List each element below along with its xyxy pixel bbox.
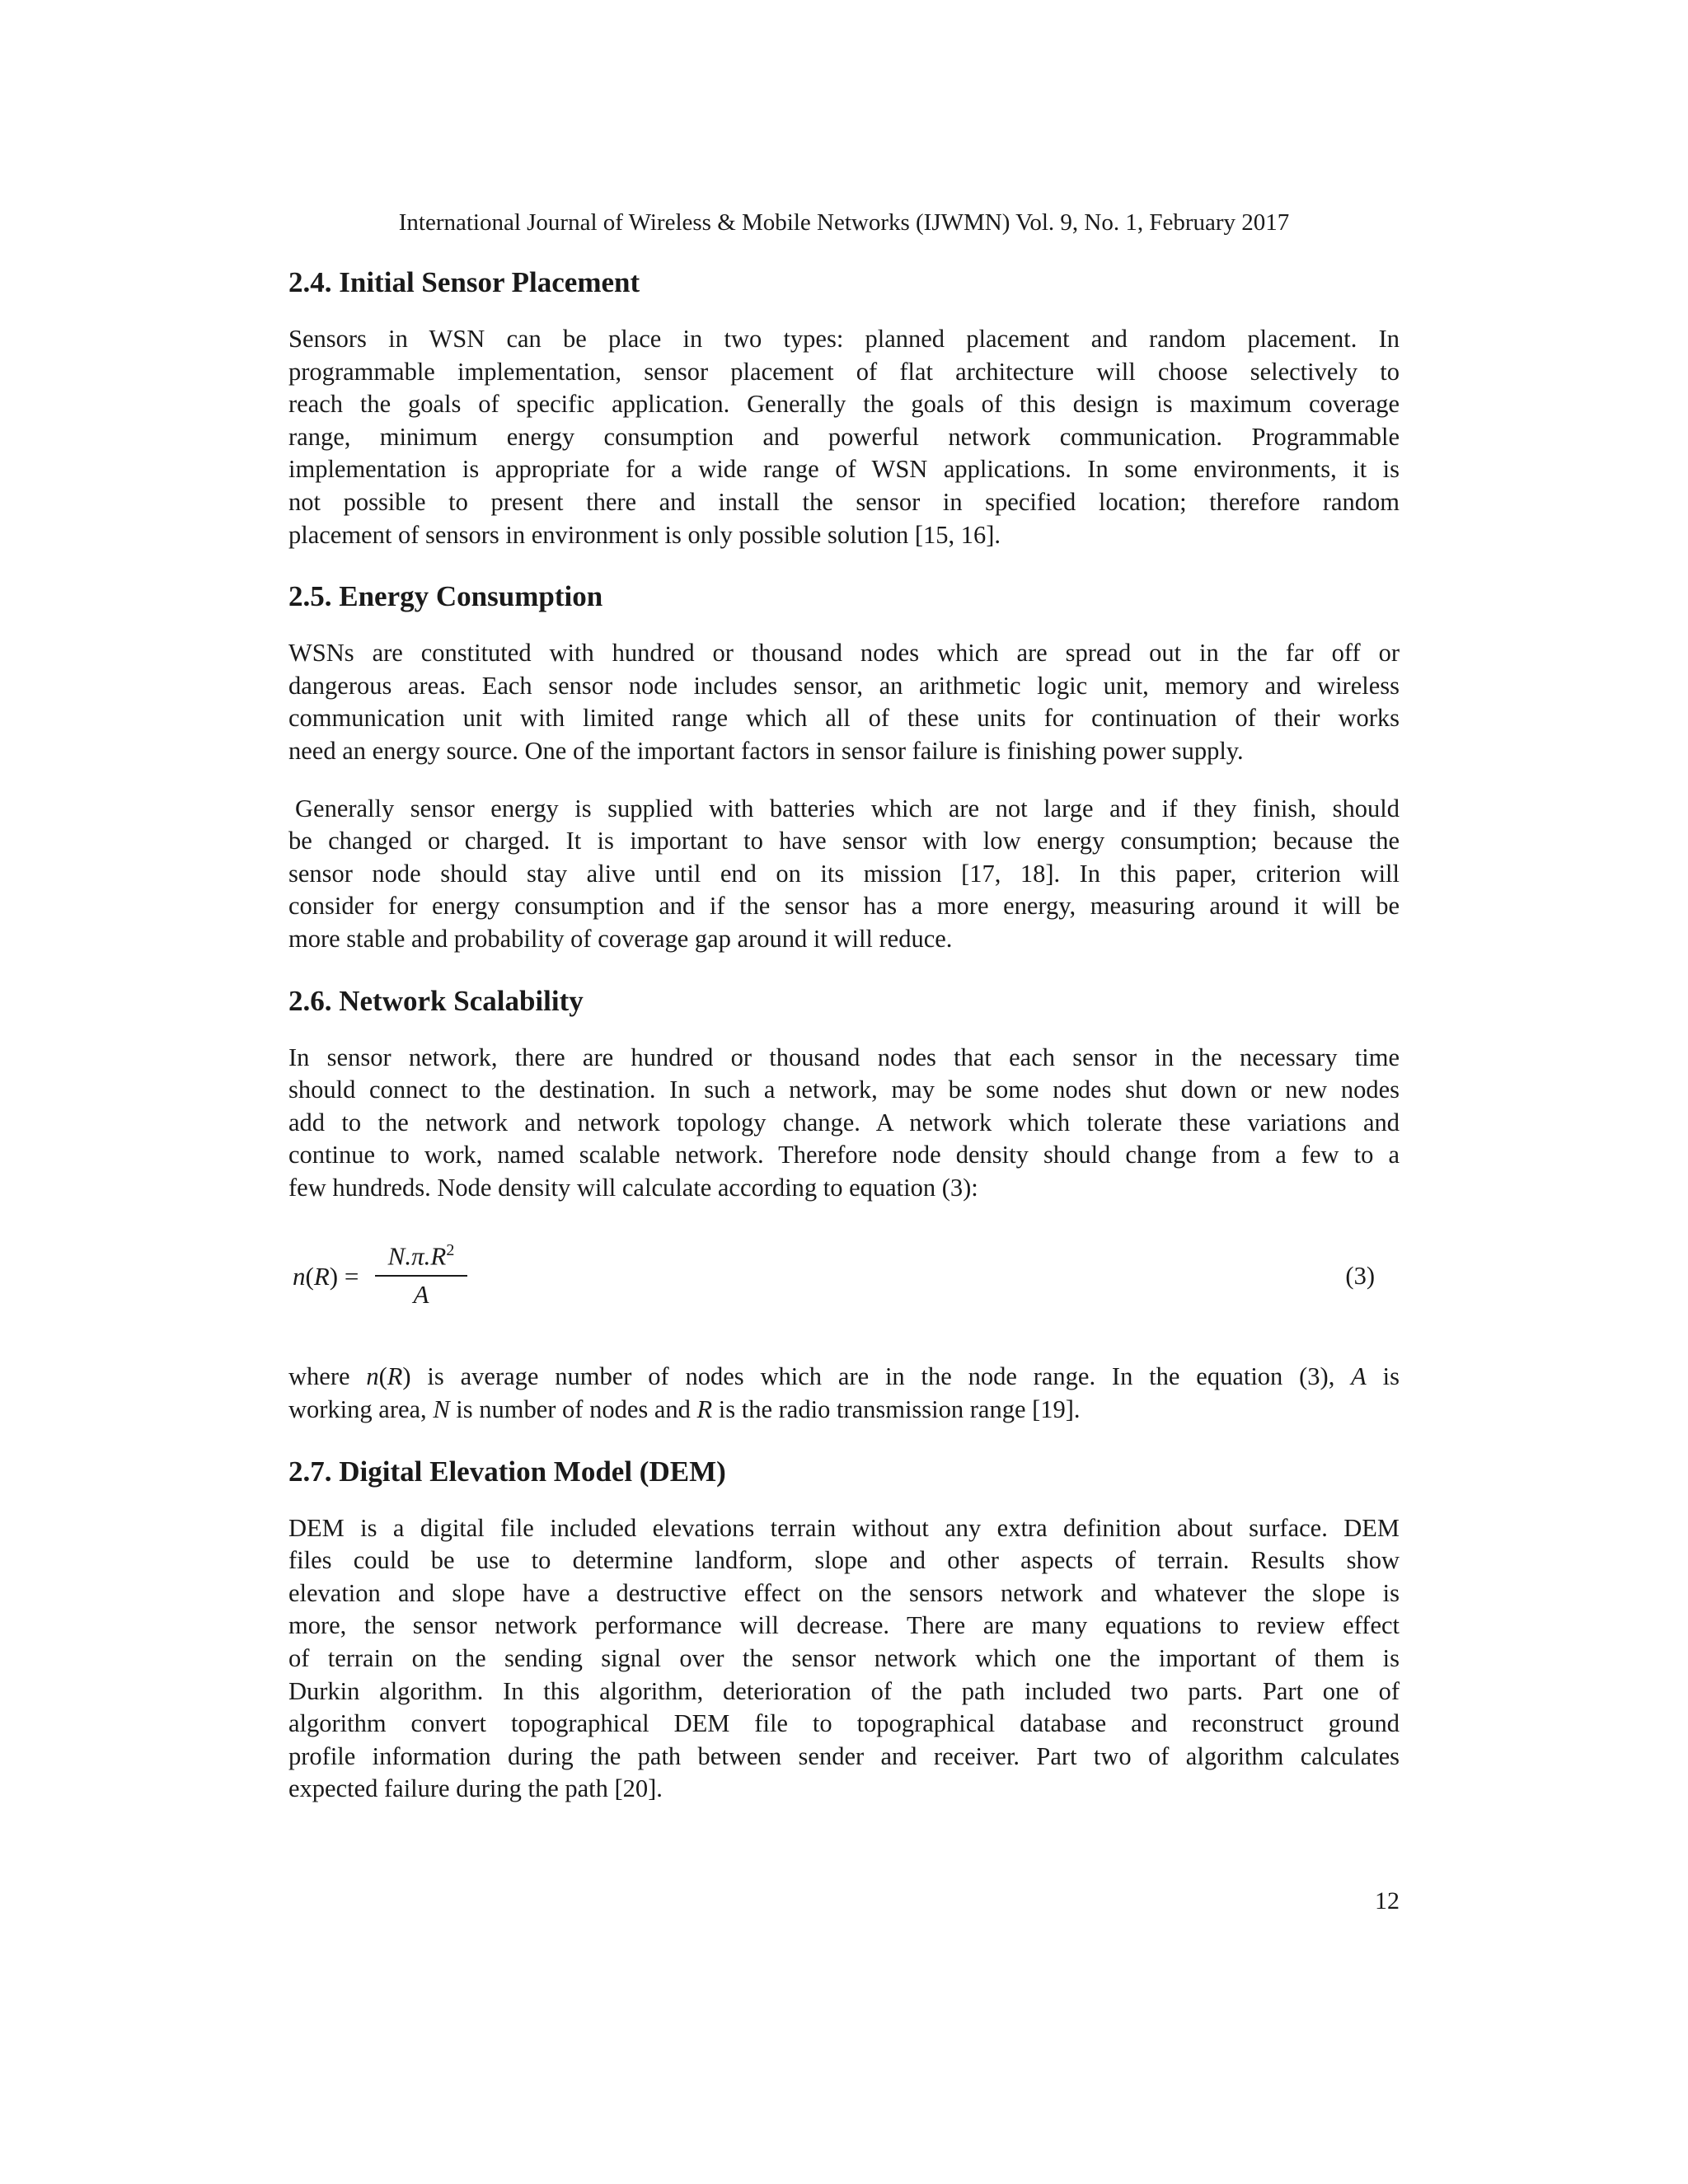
text-line: algorithm convert topographical DEM file to topographical database and reconstruct ground — [288, 1709, 1400, 1738]
equation-fraction — [375, 1234, 467, 1310]
text-line: sensor node should stay alive until end on its mission [17, 18]. In this paper, criterion will — [288, 859, 1400, 888]
text-line: of terrain on the sending signal over the sensor network which one the important of them is — [288, 1644, 1400, 1673]
paragraph-dem — [288, 1512, 1400, 1806]
paragraph-initial-sensor-placement — [288, 323, 1400, 551]
equation-numerator — [375, 1234, 467, 1272]
equation-3 — [288, 1234, 1400, 1316]
text-line: be changed or charged. It is important to have sensor with low energy consumption; because the — [288, 827, 1400, 855]
fraction-bar — [375, 1275, 467, 1277]
text-line: DEM is a digital file included elevations terrain without any extra definition about surface. DEM — [288, 1513, 1400, 1542]
text-line: need an energy source. One of the important factors in sensor failure is finishing power supply. — [288, 736, 1244, 765]
equation-lhs-close: ) = — [329, 1262, 359, 1291]
math-var-a: A — [1351, 1362, 1367, 1391]
text-line: programmable implementation, sensor placement of flat architecture will choose selectively to — [288, 357, 1400, 386]
text-line: Generally sensor energy is supplied with batteries which are not large and if they finish, should — [295, 794, 1400, 823]
math-var-n: n — [366, 1362, 379, 1391]
equation-number: (3) — [1345, 1262, 1375, 1291]
page-content — [288, 262, 1400, 1830]
section-heading-2-7: 2.7. Digital Elevation Model (DEM) — [288, 1455, 726, 1488]
text-line: WSNs are constituted with hundred or thousand nodes which are spread out in the far off or — [288, 639, 1400, 668]
equation-lhs-func: n — [293, 1262, 306, 1291]
text-line: more, the sensor network performance will decrease. There are many equations to review effect — [288, 1611, 1400, 1640]
text-line: implementation is appropriate for a wide range of WSN applications. In some environments, it is — [288, 455, 1400, 484]
text-run: is — [1366, 1362, 1400, 1391]
text-line: not possible to present there and install the sensor in specified location; therefore random — [288, 487, 1400, 516]
text-line: elevation and slope have a destructive effect on the sensors network and whatever the slope is — [288, 1578, 1400, 1607]
equation-lhs — [293, 1262, 359, 1291]
text-run: is the radio transmission range [19]. — [712, 1395, 1081, 1424]
paragraph-network-scalability — [288, 1042, 1400, 1205]
text-run: where — [288, 1362, 367, 1391]
math-var-n-upper: N — [433, 1395, 450, 1424]
text-line: add to the network and network topology change. A network which tolerate these variations and — [288, 1108, 1400, 1137]
text-line: profile information during the path between sender and receiver. Part two of algorithm calculates — [288, 1741, 1400, 1770]
paragraph-energy-consumption-2 — [288, 793, 1400, 956]
text-line: consider for energy consumption and if the sensor has a more energy, measuring around it will be — [288, 892, 1400, 921]
text-line: Sensors in WSN can be place in two types: planned placement and random placement. In — [288, 325, 1400, 353]
text-run: is number of nodes and — [449, 1395, 697, 1424]
text-run: ) — [402, 1362, 411, 1391]
text-line: files could be use to determine landform, slope and other aspects of terrain. Results show — [288, 1546, 1400, 1575]
section-heading-2-4: 2.4. Initial Sensor Placement — [288, 266, 640, 298]
text-line: placement of sensors in environment is only possible solution [15, 16]. — [288, 520, 1001, 549]
text-line — [288, 1394, 1400, 1427]
equation-numerator-text: N.π.R — [387, 1241, 447, 1271]
section-heading-2-5: 2.5. Energy Consumption — [288, 580, 603, 613]
page-number: 12 — [1375, 1887, 1400, 1915]
text-line: expected failure during the path [20]. — [288, 1774, 663, 1803]
text-line: Durkin algorithm. In this algorithm, deterioration of the path included two parts. Part one of — [288, 1676, 1400, 1705]
paragraph-energy-consumption-1 — [288, 637, 1400, 767]
text-line: communication unit with limited range which all of these units for continuation of their works — [288, 704, 1400, 733]
section-heading-2-6: 2.6. Network Scalability — [288, 984, 584, 1017]
equation-lhs-open: ( — [305, 1262, 314, 1291]
text-line: few hundreds. Node density will calculate according to equation (3): — [288, 1173, 978, 1202]
equation-denominator: A — [413, 1279, 429, 1309]
equation-exponent: 2 — [446, 1241, 455, 1260]
text-line: more stable and probability of coverage gap around it will reduce. — [288, 924, 953, 953]
text-run: working area, — [288, 1395, 434, 1424]
math-var-r-upper: R — [696, 1395, 713, 1424]
equation-lhs-var: R — [313, 1262, 330, 1291]
text-line: reach the goals of specific application. Generally the goals of this design is maximum coverage — [288, 390, 1400, 419]
text-line — [288, 1361, 1400, 1394]
running-header: International Journal of Wireless & Mobile Networks (IJWMN) Vol. 9, No. 1, February 2017 — [398, 209, 1290, 236]
text-line: continue to work, named scalable network. Therefore node density should change from a few to a — [288, 1141, 1400, 1169]
text-line: In sensor network, there are hundred or thousand nodes that each sensor in the necessary time — [288, 1043, 1400, 1071]
text-run: is average number of nodes which are in the node range. In the equation (3), — [410, 1362, 1352, 1391]
math-var-r: R — [387, 1362, 403, 1391]
text-line: dangerous areas. Each sensor node includes sensor, an arithmetic logic unit, memory and wireless — [288, 671, 1400, 700]
paragraph-equation-explanation — [288, 1361, 1400, 1426]
text-run: ( — [378, 1362, 387, 1391]
text-line: range, minimum energy consumption and powerful network communication. Programmable — [288, 422, 1400, 451]
text-line: should connect to the destination. In such a network, may be some nodes shut down or new nodes — [288, 1076, 1400, 1104]
